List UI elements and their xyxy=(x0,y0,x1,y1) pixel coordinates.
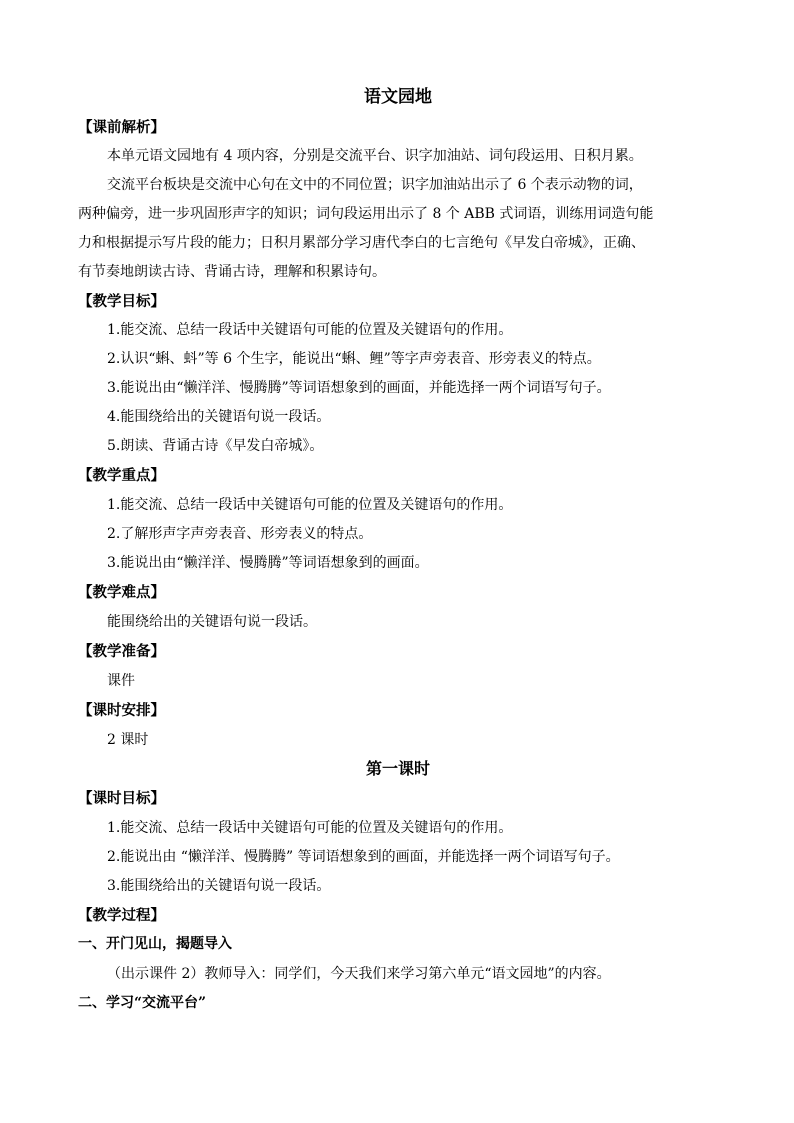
pre-analysis-paragraph-1: 本单元语文园地有 4 项内容，分别是交流平台、识字加油站、词句段运用、日积月累。 xyxy=(107,148,643,164)
schedule-heading: 【课时安排】 xyxy=(78,702,165,719)
pre-analysis-paragraph-2-line-1: 交流平台板块是交流中心句在文中的不同位置；识字加油站出示了 6 个表示动物的词， xyxy=(107,177,643,193)
section-heading-1: 一、开门见山，揭题导入 xyxy=(78,936,232,952)
lesson-goal-item: 1.能交流、总结一段话中关键语句可能的位置及关键语句的作用。 xyxy=(107,820,513,836)
pre-analysis-heading: 【课前解析】 xyxy=(78,119,165,136)
lesson-goal-item: 2.能说出由 “懒洋洋、慢腾腾” 等词语想象到的画面，并能选择一两个词语写句子。 xyxy=(107,849,620,865)
lesson-goal-item: 3.能围绕给出的关键语句说一段话。 xyxy=(107,878,331,894)
teaching-goal-item: 1.能交流、总结一段话中关键语句可能的位置及关键语句的作用。 xyxy=(107,322,513,338)
teaching-goals-heading: 【教学目标】 xyxy=(78,293,165,310)
pre-analysis-paragraph-2-line-4: 有节奏地朗读古诗、背诵古诗，理解和积累诗句。 xyxy=(78,264,386,280)
key-point-item: 2.了解形声字声旁表音、形旁表义的特点。 xyxy=(107,526,373,542)
lesson-goals-heading: 【课时目标】 xyxy=(78,790,165,807)
key-points-heading: 【教学重点】 xyxy=(78,467,165,484)
difficulty-text: 能围绕给出的关键语句说一段话。 xyxy=(107,614,317,630)
preparation-text: 课件 xyxy=(107,673,135,689)
schedule-text: 2 课时 xyxy=(107,732,149,748)
pre-analysis-paragraph-2-line-3: 力和根据提示写片段的能力；日积月累部分学习唐代李白的七言绝句《早发白帝城》，正确、 xyxy=(78,235,645,251)
page-title: 语文园地 xyxy=(364,87,432,107)
teaching-goal-item: 4.能围绕给出的关键语句说一段话。 xyxy=(107,409,331,425)
section-1-text: （出示课件 2）教师导入：同学们，今天我们来学习第六单元“语文园地”的内容。 xyxy=(107,966,611,982)
process-heading: 【教学过程】 xyxy=(78,907,165,924)
difficulty-heading: 【教学难点】 xyxy=(78,584,165,601)
teaching-goal-item: 5.朗读、背诵古诗《早发白帝城》。 xyxy=(107,438,324,454)
pre-analysis-paragraph-2-line-2: 两种偏旁，进一步巩固形声字的知识；词句段运用出示了 8 个 ABB 式词语，训练用词造句能 xyxy=(78,206,654,222)
key-point-item: 3.能说出由“懒洋洋、慢腾腾”等词语想象到的画面。 xyxy=(107,555,429,571)
section-heading-2: 二、学习“交流平台” xyxy=(78,995,207,1011)
preparation-heading: 【教学准备】 xyxy=(78,643,165,660)
lesson-title: 第一课时 xyxy=(365,759,430,778)
teaching-goal-item: 2.认识“蝌、蚪”等 6 个生字，能说出“蝌、鲤”等字声旁表音、形旁表义的特点。 xyxy=(107,351,601,367)
key-point-item: 1.能交流、总结一段话中关键语句可能的位置及关键语句的作用。 xyxy=(107,497,513,513)
teaching-goal-item: 3.能说出由“懒洋洋、慢腾腾”等词语想象到的画面，并能选择一两个词语写句子。 xyxy=(107,380,611,396)
